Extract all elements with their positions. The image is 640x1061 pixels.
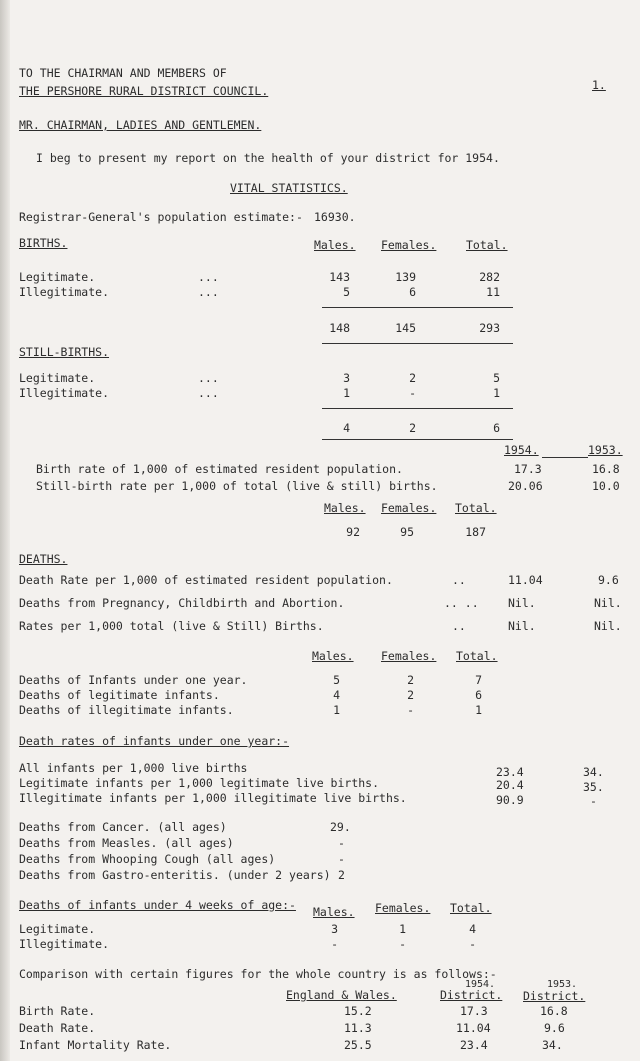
infant-deaths-col-females: Females. [381,649,437,663]
still-births-row-females: - [409,386,416,400]
comparison-row-england: 25.5 [344,1038,372,1052]
birth-rate-1954: 17.3 [514,462,542,476]
comparison-col-1953-year: 1953. [546,979,578,990]
comparison-row-label: Infant Mortality Rate. [19,1038,172,1052]
infant-rates-row-1954: 90.9 [496,793,524,807]
salutation: MR. CHAIRMAN, LADIES AND GENTLEMEN. [19,118,262,132]
still-births-total-total: 6 [493,421,500,435]
four-weeks-row-females: - [399,937,406,951]
births-row-total: 282 [479,270,500,284]
comparison-row-1953: 9.6 [544,1021,565,1035]
infant-deaths-row-label: Deaths of illegitimate infants. [19,703,234,717]
infant-rates-heading: Death rates of infants under one year:- [19,734,290,748]
binding-shadow [0,0,10,1061]
birth-rate-label: Birth rate of 1,000 of estimated resident population. [36,462,403,476]
deaths-row-1953: Nil. [594,619,622,633]
infant-rates-row-1954: 20.4 [496,778,524,792]
infant-deaths-row-label: Deaths of legitimate infants. [19,688,220,702]
infant-deaths-col-total: Total. [456,649,498,663]
still-births-heading: STILL-BIRTHS. [19,345,110,359]
address-line-1: TO THE CHAIRMAN AND MEMBERS OF [19,66,227,80]
births-row-total: 11 [486,285,500,299]
still-births-row-males: 3 [343,371,350,385]
infant-deaths-row-females: - [407,703,414,717]
births-row-dots: ... [198,270,219,284]
comparison-row-1953: 34. [542,1038,563,1052]
infant-deaths-row-total: 7 [475,673,482,687]
births-col-females: Females. [381,238,437,252]
deaths-row-label: Death Rate per 1,000 of estimated resident population. [19,573,393,587]
deaths-row-label: Rates per 1,000 total (live & Still) Births. [19,619,324,633]
four-weeks-row-females: 1 [399,922,406,936]
comparison-row-1954: 11.04 [456,1021,491,1035]
comparison-col-district-1954: District. [440,988,503,1002]
still-birth-rate-label: Still-birth rate per 1,000 of total (live & still) births. [36,479,438,493]
year-heading-rule [542,457,588,458]
cause-row-value: 2 [338,868,345,882]
comparison-intro: Comparison with certain figures for the whole country is as follows:- [19,967,497,981]
cause-row-label: Deaths from Gastro-enteritis. (under 2 years) [19,868,331,882]
still-births-row-label: Illegitimate. [19,386,110,400]
deaths-row-1953: 9.6 [598,573,619,587]
still-births-bottom-rule [322,439,513,440]
still-births-row-total: 1 [493,386,500,400]
births-row-males: 143 [329,270,350,284]
infant-deaths-row-total: 6 [475,688,482,702]
infant-rates-row-label: All infants per 1,000 live births [19,761,248,775]
birth-rate-1953: 16.8 [592,462,620,476]
comparison-row-england: 11.3 [344,1021,372,1035]
comparison-row-label: Birth Rate. [19,1004,96,1018]
four-weeks-col-females: Females. [375,901,431,915]
births-row-females: 6 [409,285,416,299]
total-births-col-males: Males. [324,501,366,515]
vital-statistics-heading: VITAL STATISTICS. [230,181,348,195]
infant-deaths-row-males: 4 [333,688,340,702]
deaths-row-dots: .. [452,573,466,587]
infant-rates-row-1953: 34. [583,765,604,779]
still-births-row-dots: ... [198,371,219,385]
year-1953-heading: 1953. [588,443,623,457]
intro-text: I beg to present my report on the health of your district for 1954. [36,151,500,165]
births-row-label: Illegitimate. [19,285,110,299]
comparison-row-label: Death Rate. [19,1021,96,1035]
births-total-females: 145 [395,321,416,335]
four-weeks-row-males: - [331,937,338,951]
births-heading: BIRTHS. [19,236,68,250]
comparison-row-1954: 17.3 [460,1004,488,1018]
comparison-col-england: England & Wales. [286,988,397,1002]
births-total-total: 293 [479,321,500,335]
deaths-row-1954: Nil. [508,619,536,633]
still-births-row-females: 2 [409,371,416,385]
address-line-2: THE PERSHORE RURAL DISTRICT COUNCIL. [19,84,269,98]
comparison-row-1954: 23.4 [460,1038,488,1052]
births-bottom-rule [322,343,513,344]
births-row-dots: ... [198,285,219,299]
births-col-total: Total. [466,238,508,252]
total-births-males: 92 [346,525,360,539]
cause-row-label: Deaths from Measles. (all ages) [19,836,234,850]
births-col-males: Males. [314,238,356,252]
comparison-row-1953: 16.8 [540,1004,568,1018]
four-weeks-heading: Deaths of infants under 4 weeks of age:- [19,898,296,912]
deaths-row-label: Deaths from Pregnancy, Childbirth and Abortion. [19,596,345,610]
year-1954-heading: 1954. [504,443,539,457]
four-weeks-row-total: - [469,937,476,951]
four-weeks-col-males: Males. [313,905,355,919]
cause-row-value: - [338,836,345,850]
four-weeks-row-total: 4 [469,922,476,936]
still-births-row-dots: ... [198,386,219,400]
population-value: 16930. [314,210,356,224]
comparison-row-england: 15.2 [344,1004,372,1018]
infant-deaths-row-label: Deaths of Infants under one year. [19,673,248,687]
total-births-females: 95 [400,525,414,539]
births-row-females: 139 [395,270,416,284]
deaths-row-dots: .. [452,619,466,633]
still-births-row-label: Legitimate. [19,371,96,385]
infant-deaths-row-males: 1 [333,703,340,717]
births-total-rule [322,307,513,308]
still-births-row-males: 1 [343,386,350,400]
cause-row-value: - [338,852,345,866]
four-weeks-col-total: Total. [450,901,492,915]
infant-deaths-row-females: 2 [407,688,414,702]
page-number: 1. [592,78,606,92]
still-births-total-rule [322,408,513,409]
births-row-males: 5 [343,285,350,299]
infant-rates-row-1953: 35. [583,780,604,794]
infant-deaths-row-females: 2 [407,673,414,687]
four-weeks-row-label: Legitimate. [19,922,96,936]
still-births-total-males: 4 [343,421,350,435]
births-row-label: Legitimate. [19,270,96,284]
cause-row-label: Deaths from Whooping Cough (all ages) [19,852,276,866]
still-births-row-total: 5 [493,371,500,385]
four-weeks-row-males: 3 [331,922,338,936]
infant-rates-row-label: Illegitimate infants per 1,000 illegitimate live births. [19,791,407,805]
deaths-row-1953: Nil. [594,596,622,610]
deaths-row-dots: .. .. [444,596,479,610]
still-birth-rate-1953: 10.0 [592,479,620,493]
deaths-row-1954: Nil. [508,596,536,610]
infant-deaths-row-total: 1 [475,703,482,717]
deaths-heading: DEATHS. [19,552,68,566]
cause-row-value: 29. [330,820,351,834]
infant-rates-row-1953: - [590,794,597,808]
comparison-col-district-1953: District. [523,989,586,1003]
infant-rates-row-1954: 23.4 [496,765,524,779]
total-births-col-total: Total. [455,501,497,515]
infant-deaths-row-males: 5 [333,673,340,687]
still-births-total-females: 2 [409,421,416,435]
deaths-row-1954: 11.04 [508,573,543,587]
total-births-total: 187 [465,525,486,539]
population-label: Registrar-General's population estimate:- [19,210,303,224]
comparison-col-1954-year: 1954. [464,979,496,990]
births-total-males: 148 [329,321,350,335]
cause-row-label: Deaths from Cancer. (all ages) [19,820,227,834]
total-births-col-females: Females. [381,501,437,515]
infant-rates-row-label: Legitimate infants per 1,000 legitimate live births. [19,776,380,790]
four-weeks-row-label: Illegitimate. [19,937,110,951]
infant-deaths-col-males: Males. [312,649,354,663]
still-birth-rate-1954: 20.06 [508,479,543,493]
